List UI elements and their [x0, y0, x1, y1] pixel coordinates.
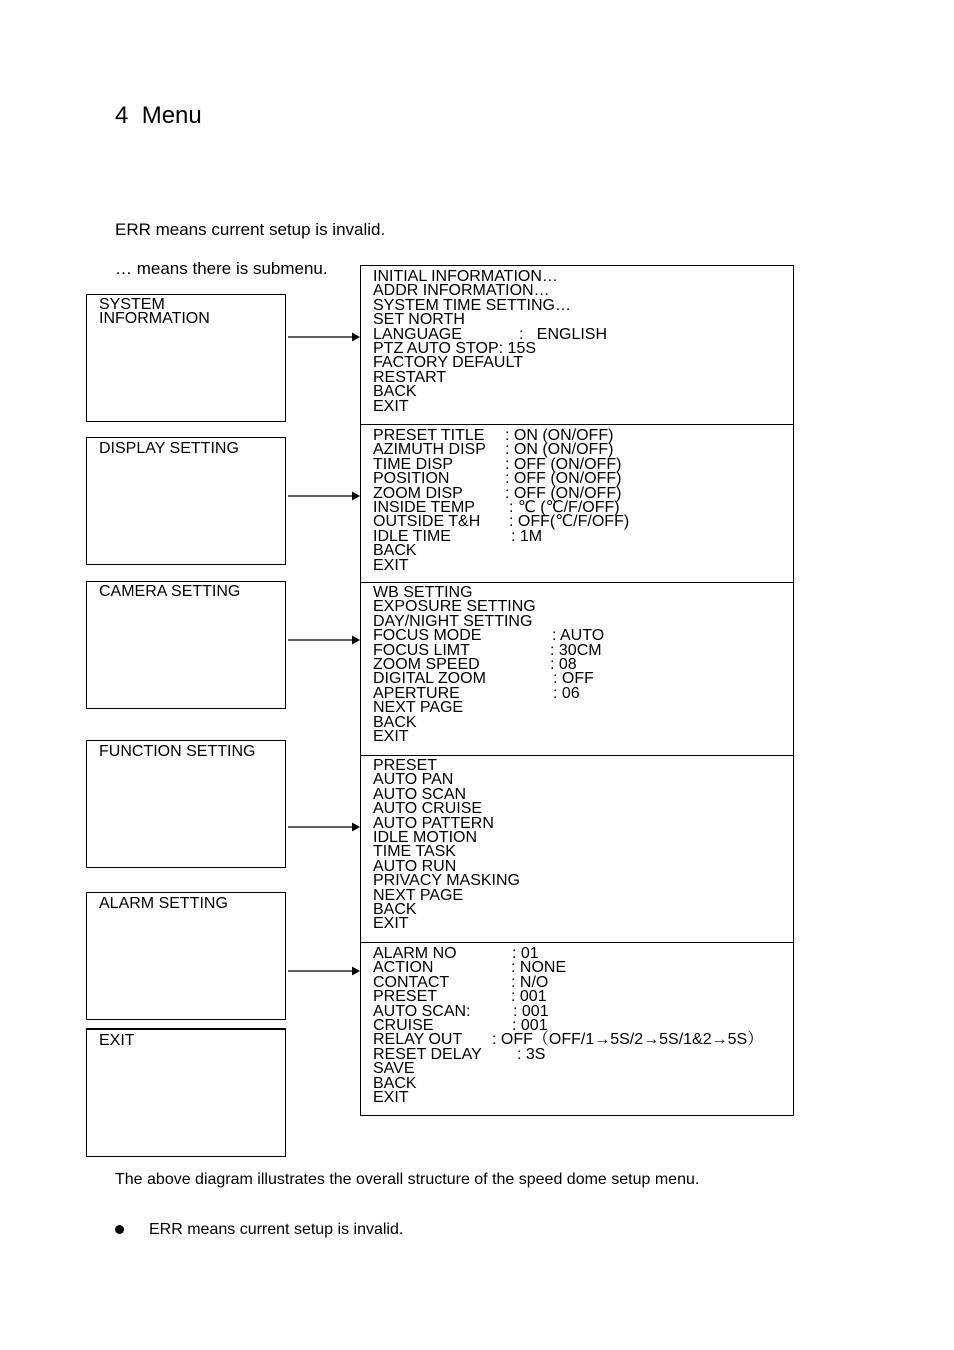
submenu-item: PRESET : 001 — [373, 988, 547, 1006]
submenu-display-setting — [360, 424, 794, 583]
main-menu-alarm-setting — [86, 892, 286, 1020]
submenu-item: CRUISE : 001 — [373, 1016, 548, 1034]
main-menu-label: SYSTEM INFORMATION — [99, 296, 210, 327]
main-menu-label: DISPLAY SETTING — [99, 440, 239, 457]
submenu-item: PRIVACY MASKING — [373, 872, 520, 890]
submenu-item: OUTSIDE T&H : OFF(℃/F/OFF) — [373, 513, 630, 531]
submenu-item: LANGUAGE : ENGLISH — [373, 325, 608, 343]
submenu-item: APERTURE : 06 — [373, 684, 580, 702]
submenu-function-setting — [360, 755, 794, 943]
main-menu-label: ALARM SETTING — [99, 895, 228, 912]
submenu-item: AUTO CRUISE — [373, 800, 483, 818]
submenu-item: EXIT — [373, 397, 409, 415]
submenu-item: INITIAL INFORMATION… — [373, 268, 558, 285]
submenu-system-information — [360, 265, 794, 425]
submenu-item: RELAY OUT : OFF（OFF/1→5S/2→5S/1&2→5S） — [373, 1031, 764, 1049]
submenu-item: DIGITAL ZOOM : OFF — [373, 670, 594, 688]
submenu-item: EXIT — [373, 727, 409, 745]
section-title: Menu — [141, 102, 202, 129]
submenu-item: FOCUS MODE : AUTO — [373, 627, 605, 645]
submenu-item: ZOOM SPEED : 08 — [373, 655, 577, 673]
submenu-item: ZOOM DISP : OFF (ON/OFF) — [373, 484, 622, 502]
submenu-item: IDLE MOTION — [373, 828, 478, 846]
main-menu-label: CAMERA SETTING — [99, 583, 241, 600]
submenu-item: RESTART — [373, 368, 447, 386]
section-heading — [115, 102, 202, 130]
submenu-item: AUTO PATTERN — [373, 814, 494, 832]
arrow-icon — [288, 634, 360, 646]
submenu-item: CONTACT : N/O — [373, 973, 549, 991]
arrow-icon — [288, 821, 360, 833]
submenu-item: PTZ AUTO STOP: 15S — [373, 339, 537, 357]
submenu-item: SET NORTH — [373, 311, 465, 329]
submenu-item: TIME TASK — [373, 843, 456, 861]
arrow-icon — [288, 965, 360, 977]
main-menu-exit — [86, 1028, 286, 1157]
diagram-caption: The above diagram illustrates the overall structure of the speed dome setup menu. — [115, 1171, 700, 1188]
submenu-item: ALARM NO : 01 — [373, 945, 539, 962]
submenu-item: POSITION : OFF (ON/OFF) — [373, 470, 622, 488]
submenu-item: ADDR INFORMATION… — [373, 282, 550, 300]
submenu-item: EXIT — [373, 556, 409, 574]
submenu-item: AZIMUTH DISP : ON (ON/OFF) — [373, 441, 614, 459]
submenu-item: AUTO PAN — [373, 771, 454, 789]
submenu-item: AUTO SCAN — [373, 785, 467, 803]
submenu-item: FACTORY DEFAULT — [373, 354, 523, 372]
submenu-item: NEXT PAGE — [373, 886, 464, 904]
submenu-item: WB SETTING — [373, 584, 473, 601]
submenu-item: INSIDE TEMP : ℃ (℃/F/OFF) — [373, 498, 620, 516]
bullet-dot-icon — [115, 1225, 124, 1234]
bullet-text: ERR means current setup is invalid. — [149, 1221, 404, 1238]
submenu-item: SYSTEM TIME SETTING… — [373, 296, 571, 314]
arrow-icon — [288, 490, 360, 502]
submenu-item: NEXT PAGE — [373, 699, 464, 717]
main-menu-system-information — [86, 294, 286, 422]
main-menu-label: EXIT — [99, 1032, 135, 1049]
submenu-item: PRESET — [373, 757, 438, 774]
submenu-item: BACK — [373, 900, 417, 918]
submenu-item: EXIT — [373, 1088, 409, 1106]
submenu-item: PRESET TITLE : ON (ON/OFF) — [373, 427, 614, 444]
submenu-alarm-setting — [360, 942, 794, 1116]
arrow-icon — [288, 331, 360, 343]
submenu-item: EXIT — [373, 915, 409, 933]
submenu-item: RESET DELAY : 3S — [373, 1045, 546, 1063]
submenu-item: TIME DISP : OFF (ON/OFF) — [373, 455, 622, 473]
main-menu-label: FUNCTION SETTING — [99, 743, 256, 760]
err-note: ERR means current setup is invalid. — [115, 220, 386, 239]
submenu-note: … means there is submenu. — [115, 259, 328, 278]
submenu-item: ACTION : NONE — [373, 959, 567, 977]
submenu-item: IDLE TIME : 1M — [373, 527, 543, 545]
submenu-camera-setting — [360, 582, 794, 756]
main-menu-camera-setting — [86, 581, 286, 709]
submenu-item: BACK — [373, 713, 417, 731]
submenu-item: AUTO RUN — [373, 857, 457, 875]
section-number: 4 — [115, 102, 129, 129]
submenu-item: BACK — [373, 542, 417, 560]
main-menu-display-setting — [86, 437, 286, 565]
submenu-item: FOCUS LIMT : 30CM — [373, 641, 602, 659]
main-menu-function-setting — [86, 740, 286, 868]
submenu-item: BACK — [373, 383, 417, 401]
submenu-item: DAY/NIGHT SETTING — [373, 612, 533, 630]
submenu-item: BACK — [373, 1074, 417, 1092]
submenu-item: SAVE — [373, 1060, 415, 1078]
submenu-item: AUTO SCAN: : 001 — [373, 1002, 549, 1020]
submenu-item: EXPOSURE SETTING — [373, 598, 536, 616]
